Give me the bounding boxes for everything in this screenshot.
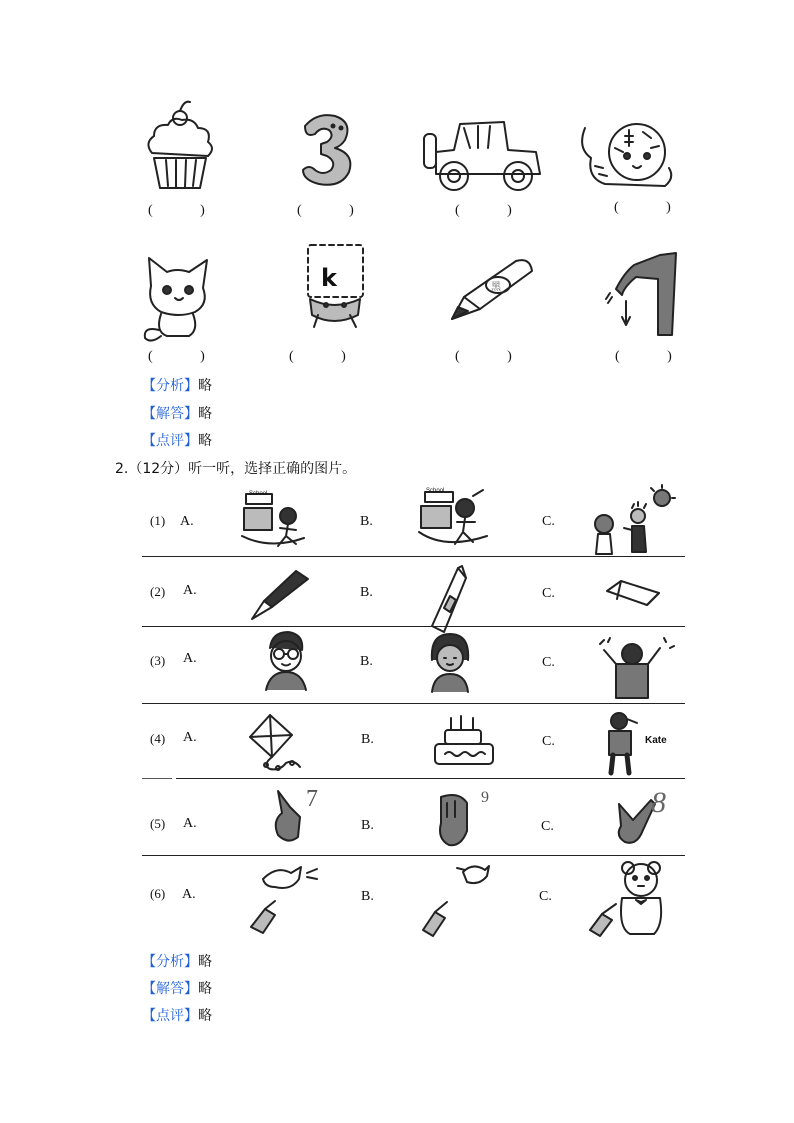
answer-blank[interactable]: ( )	[615, 349, 694, 364]
row-number: (3)	[150, 653, 166, 668]
girl-cheering-image	[594, 636, 674, 698]
option-c-label[interactable]: C.	[541, 819, 554, 834]
option-c-label[interactable]: C.	[539, 889, 552, 904]
comment-note: 【点评】略	[142, 433, 212, 449]
comment-note: 【点评】略	[142, 1008, 212, 1024]
row-divider	[142, 855, 685, 856]
question-2-title: 2.（12分）听一听，选择正确的图片。	[115, 461, 357, 477]
digit-label: 8	[651, 786, 666, 819]
option-a-label[interactable]: A.	[180, 514, 194, 529]
kate-girl-image	[603, 711, 643, 775]
row-divider	[176, 778, 685, 779]
option-b-label[interactable]: B.	[360, 514, 373, 529]
birthday-cake-image	[431, 714, 497, 768]
analysis-note: 【分析】略	[142, 954, 212, 970]
row-divider	[142, 626, 685, 627]
row-number: (5)	[150, 816, 166, 831]
row-divider-left-stub	[142, 778, 172, 779]
answer-blank[interactable]: ( )	[455, 203, 534, 218]
school-sign-text: School	[426, 488, 445, 494]
answer-blank[interactable]: ( )	[297, 203, 376, 218]
jeep-image	[420, 118, 545, 196]
bird-flying-hand-image	[247, 857, 319, 939]
hand-nine-image	[433, 787, 481, 851]
option-b-label[interactable]: B.	[360, 654, 373, 669]
cat-image	[137, 252, 217, 344]
option-b-label[interactable]: B.	[361, 818, 374, 833]
option-c-label[interactable]: C.	[542, 734, 555, 749]
row-number: (6)	[150, 886, 166, 901]
fountain-pen-image	[246, 567, 312, 621]
answer-blank[interactable]: ( )	[148, 203, 227, 218]
answer-blank[interactable]: ( )	[289, 349, 368, 364]
boy-glasses-image	[262, 630, 310, 690]
digit-label: 7	[306, 786, 318, 812]
option-a-label[interactable]: A.	[183, 816, 197, 831]
option-c-label[interactable]: C.	[542, 514, 555, 529]
answer-note: 【解答】略	[142, 406, 212, 422]
leg-image	[600, 245, 685, 340]
option-a-label[interactable]: A.	[182, 887, 196, 902]
cupcake-image	[142, 98, 217, 193]
letter-k-text: k	[321, 264, 337, 292]
option-b-label[interactable]: B.	[361, 732, 374, 747]
row-number: (4)	[150, 731, 166, 746]
option-a-label[interactable]: A.	[183, 651, 197, 666]
number-three-image	[297, 112, 357, 187]
option-a-label[interactable]: A.	[183, 730, 197, 745]
tiger-image	[575, 118, 680, 193]
school-sign-text: School	[249, 491, 268, 497]
two-kids-greeting-image	[590, 488, 675, 556]
kate-label: Kate	[645, 735, 667, 746]
option-c-label[interactable]: C.	[542, 655, 555, 670]
crayon-label: 黑	[491, 282, 501, 293]
girl-headband-image	[428, 632, 473, 692]
row-divider	[142, 556, 685, 557]
digit-label: 9	[481, 789, 489, 806]
answer-blank[interactable]: ( )	[614, 200, 693, 215]
answer-note: 【解答】略	[142, 981, 212, 997]
pencil-sharpener-image	[603, 577, 661, 609]
kite-image	[246, 713, 304, 771]
option-c-label[interactable]: C.	[542, 586, 555, 601]
option-a-label[interactable]: A.	[183, 583, 197, 598]
analysis-note: 【分析】略	[142, 378, 212, 394]
row-number: (1)	[150, 513, 166, 528]
hand-seven-image	[268, 785, 308, 847]
answer-blank[interactable]: ( )	[148, 349, 227, 364]
school-kid-walking-image	[415, 488, 490, 550]
school-kid-running-image	[240, 488, 308, 550]
row-divider	[142, 703, 685, 704]
bird-perched-hand-image	[419, 858, 495, 940]
row-number: (2)	[150, 584, 166, 599]
teddy-bear-hand-image	[588, 858, 672, 940]
answer-blank[interactable]: ( )	[455, 349, 534, 364]
option-b-label[interactable]: B.	[361, 889, 374, 904]
option-b-label[interactable]: B.	[360, 585, 373, 600]
